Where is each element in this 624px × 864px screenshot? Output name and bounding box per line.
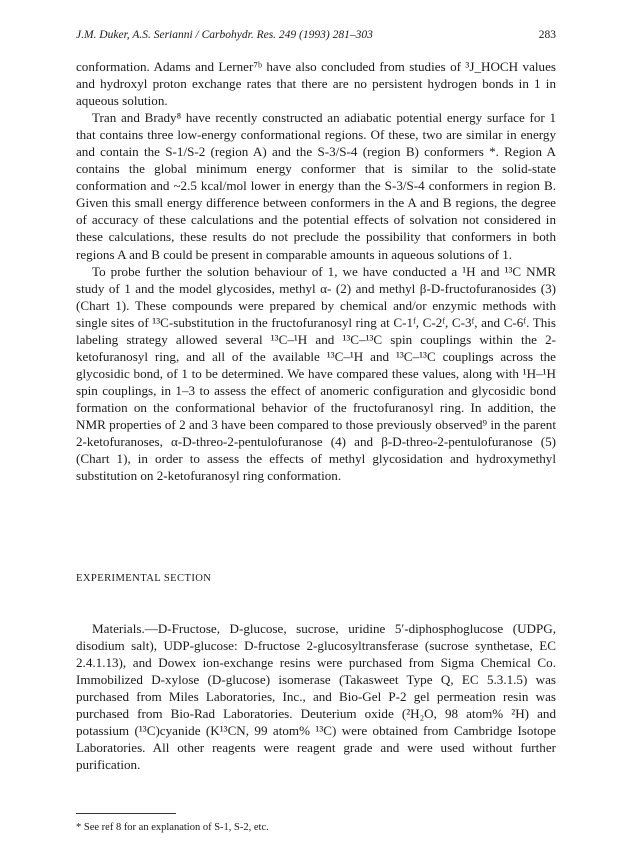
journal-citation: J.M. Duker, A.S. Serianni / Carbohydr. Res. 249 (1993) 281–303 [76, 29, 373, 41]
paragraph-2: Tran and Brady⁸ have recently constructed an adiabatic potential energy surface for 1 that contains three low-energy conformational regions. Of these, two are similar in energy and contain the S-1/S-2 (region A) and the S-3/S-4 (region B) conformers *. Region A contains the global minimum energy conformer that is similar to the solid-state conformation and ~2.5 kcal/mol lower in energy than the S-3/S-4 conformers in region B. Given this small energy difference between conformers in the A and B regions, the degree of accuracy of these calculations and the potential effects of solvation not considered in these calculations, these results do not preclude the possibility that conformers in both regions A and B could be present in comparable amounts in aqueous solutions of 1. [76, 110, 556, 262]
paragraph-3: To probe further the solution behaviour of 1, we have conducted a ¹H and ¹³C NMR study of 1 and the model glycosides, methyl α- (2) and methyl β-D-fructofuranosides (3) (Chart 1). These compounds were prepared by chemical and/or enzymic methods with single sites of ¹³C-substitution in the fructofuranosyl ring at C-1ᶠ, C-2ᶠ, C-3ᶠ, and C-6ᶠ. This labeling strategy allowed several ¹³C–¹H and ¹³C–¹³C spin couplings within the 2-ketofuranosyl ring, and all of the available ¹³C–¹H and ¹³C–¹³C couplings across the glycosidic bond, of 1 to be determined. We have compared these values, along with ¹H–¹H spin couplings, in 1–3 to assess the effect of anomeric configuration and glycosidic bond formation on the conformational behavior of the fructofuranosyl ring. In addition, the NMR properties of 2 and 3 have been compared to those previously observed⁹ in the parent 2-ketofuranoses, α-D-threo-2-pentulofuranose (4) and β-D-threo-2-pentulofuranose (5) (Chart 1), in order to assess the effects of methyl glycosidation and hydroxymethyl substitution on 2-ketofuranosyl ring conformation. [76, 263, 556, 484]
materials-paragraph: Materials.—D-Fructose, D-glucose, sucrose, uridine 5′-diphosphoglucose (UDPG, disodium salt), UDP-glucose: D-fructose 2-glucosyltransferase (sucrose synthetase, EC 2.4.1.13), and Dowex ion-exchange resins were purchased from Sigma Chemical Co. Immobilized D-xylose (D-glucose) isomerase (Takasweet Type Q, EC 5.3.1.5) was purchased from Miles Laboratories, Inc., and Bio-Gel P-2 gel permeation resin was purchased from Bio-Rad Laboratories. Deuterium oxide (²H₂O, 98 atom% ²H) and potassium (¹³C)cyanide (K¹³CN, 99 atom% ¹³C) were obtained from Cambridge Isotope Laboratories. All other reagents were reagent grade and were used without further purification. [76, 621, 556, 773]
footnote: * See ref 8 for an explanation of S-1, S-2, etc. [76, 822, 269, 833]
page-number: 283 [538, 29, 556, 41]
paragraph-1: conformation. Adams and Lerner⁷ᵇ have also concluded from studies of ³J_HOCH values and hydroxyl proton exchange rates that there are no persistent hydrogen bonds in 1 in aqueous solution. [76, 59, 556, 109]
experimental-text [76, 620, 556, 773]
running-header [76, 29, 556, 45]
footnote-rule [76, 813, 176, 814]
section-heading: EXPERIMENTAL SECTION [76, 573, 212, 584]
intro-text [76, 58, 556, 484]
